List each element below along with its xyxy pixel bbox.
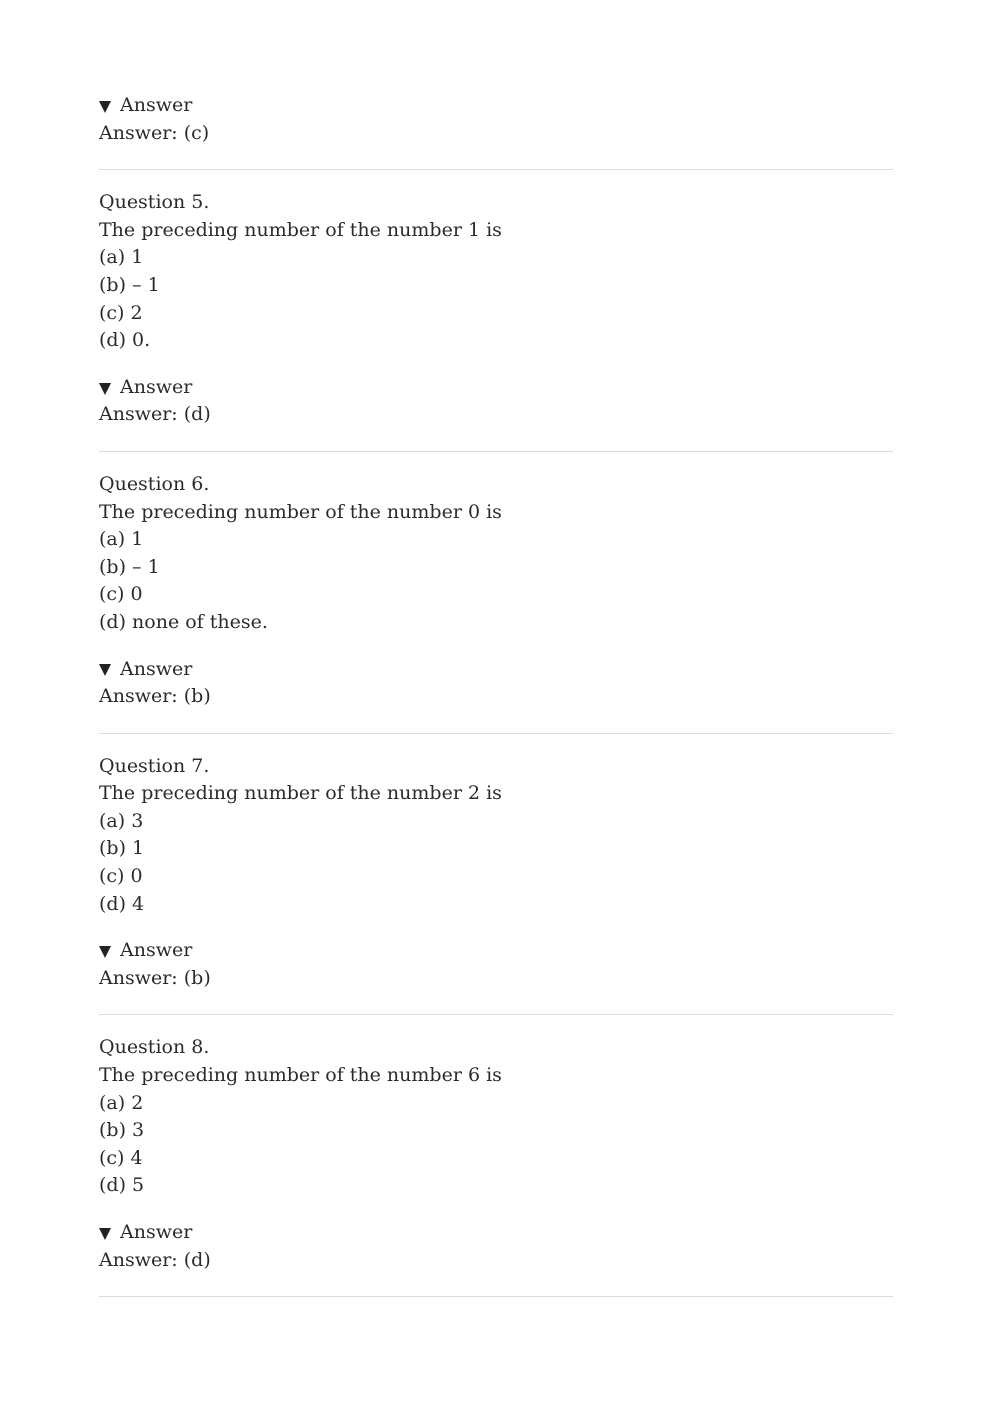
question-prompt: The preceding number of the number 2 is bbox=[99, 782, 502, 805]
answer-text: Answer: (d) bbox=[99, 1248, 211, 1271]
divider bbox=[99, 169, 893, 170]
option: (a) 2 bbox=[99, 1091, 144, 1114]
spacer bbox=[99, 918, 893, 937]
question-number: Question 6. bbox=[99, 472, 210, 495]
answer-toggle-label: Answer bbox=[120, 375, 193, 398]
spacer bbox=[99, 637, 893, 656]
answer-block-q4 bbox=[99, 92, 893, 147]
divider bbox=[99, 1296, 893, 1297]
question-block bbox=[99, 189, 893, 429]
spacer bbox=[99, 355, 893, 374]
question-prompt: The preceding number of the number 0 is bbox=[99, 500, 502, 523]
answer-toggle[interactable] bbox=[99, 1219, 893, 1247]
answer-toggle[interactable] bbox=[99, 92, 893, 120]
divider bbox=[99, 733, 893, 734]
question-block bbox=[99, 471, 893, 711]
option: (b) 3 bbox=[99, 1119, 145, 1142]
option: (d) none of these. bbox=[99, 610, 268, 633]
triangle-down-icon bbox=[99, 664, 111, 676]
option: (b) – 1 bbox=[99, 555, 160, 578]
answer-text: Answer: (c) bbox=[99, 121, 210, 144]
option: (b) 1 bbox=[99, 837, 145, 860]
answer-toggle[interactable] bbox=[99, 656, 893, 684]
answer-toggle[interactable] bbox=[99, 374, 893, 402]
option: (c) 2 bbox=[99, 301, 143, 324]
question-block bbox=[99, 1034, 893, 1274]
answer-text: Answer: (b) bbox=[99, 966, 211, 989]
option: (c) 0 bbox=[99, 865, 143, 888]
question-block bbox=[99, 753, 893, 993]
answer-toggle-label: Answer bbox=[120, 1221, 193, 1243]
question-number: Question 5. bbox=[99, 191, 210, 214]
content bbox=[99, 92, 893, 1316]
divider bbox=[99, 451, 893, 452]
divider bbox=[99, 1014, 893, 1015]
question-prompt: The preceding number of the number 1 is bbox=[99, 218, 502, 241]
option: (d) 5 bbox=[99, 1174, 145, 1197]
question-number: Question 8. bbox=[99, 1036, 210, 1059]
triangle-down-icon bbox=[99, 946, 111, 958]
answer-toggle-label: Answer bbox=[120, 94, 193, 116]
triangle-down-icon bbox=[99, 101, 111, 113]
option: (a) 1 bbox=[99, 528, 144, 551]
spacer bbox=[99, 1200, 893, 1219]
option: (d) 4 bbox=[99, 892, 145, 915]
answer-text: Answer: (d) bbox=[99, 403, 211, 426]
answer-toggle[interactable] bbox=[99, 937, 893, 965]
option: (c) 0 bbox=[99, 583, 143, 606]
question-prompt: The preceding number of the number 6 is bbox=[99, 1064, 502, 1087]
triangle-down-icon bbox=[99, 383, 111, 395]
option: (a) 3 bbox=[99, 809, 144, 832]
option: (a) 1 bbox=[99, 246, 144, 269]
option: (d) 0. bbox=[99, 329, 151, 352]
question-number: Question 7. bbox=[99, 754, 210, 777]
option: (b) – 1 bbox=[99, 273, 160, 296]
triangle-down-icon bbox=[99, 1228, 111, 1240]
option: (c) 4 bbox=[99, 1146, 143, 1169]
answer-toggle-label: Answer bbox=[120, 939, 193, 962]
answer-text: Answer: (b) bbox=[99, 685, 211, 708]
answer-toggle-label: Answer bbox=[120, 657, 193, 680]
